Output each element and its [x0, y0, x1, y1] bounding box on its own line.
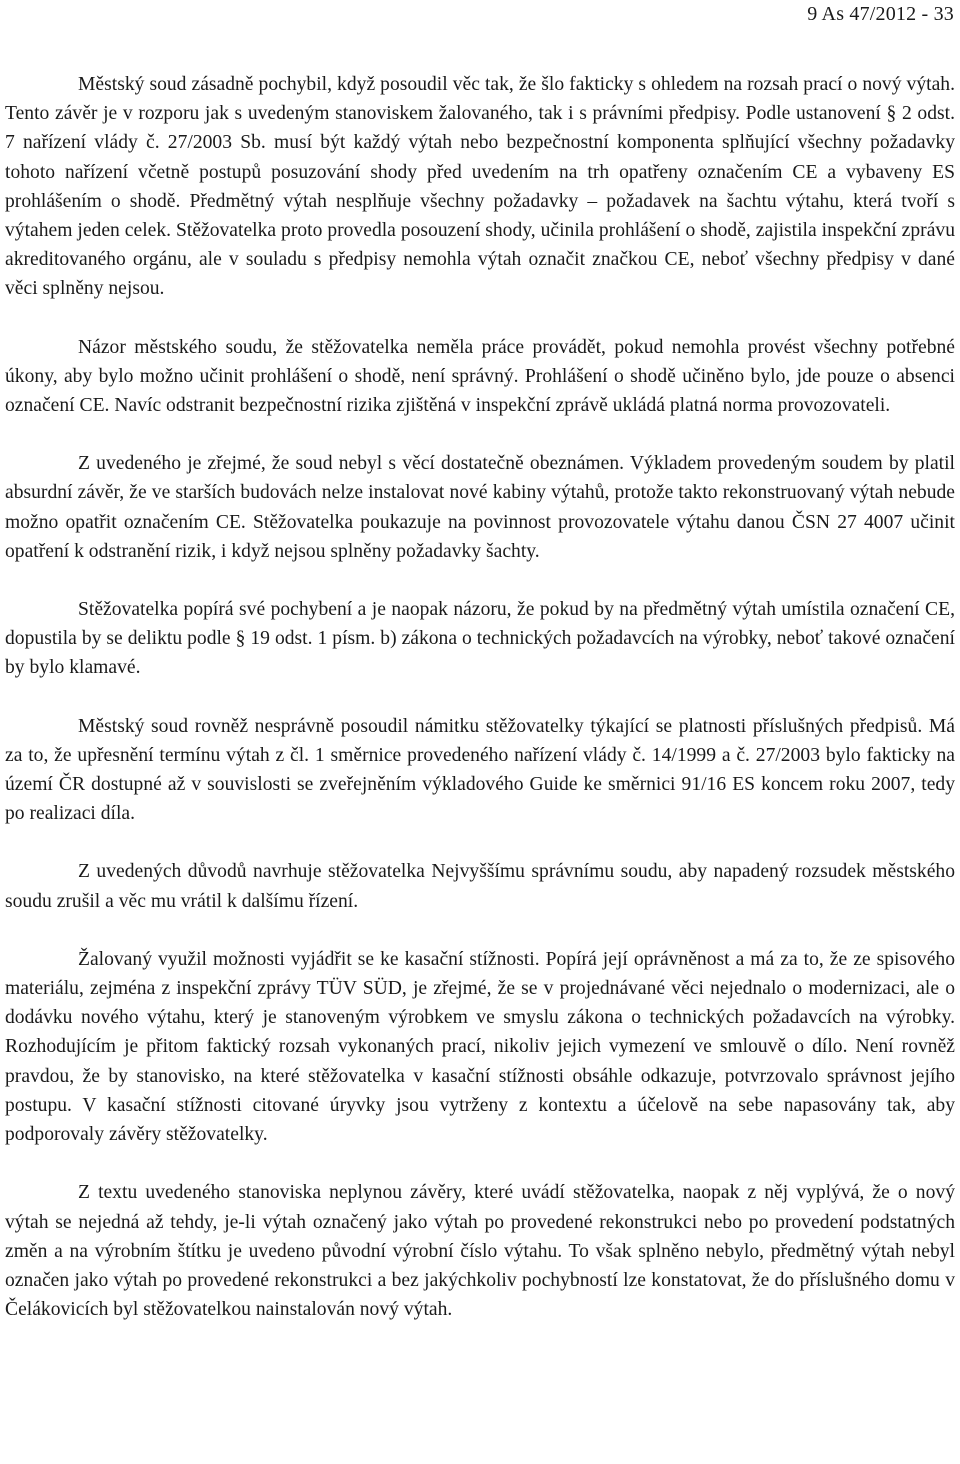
paragraph-4: Stěžovatelka popírá své pochybení a je naopak názoru, že pokud by na předmětný výtah umístila označení CE, dopustila by se deliktu podle § 19 odst. 1 písm. b) zákona o technických požadavcích na výrobky, neboť takové označení by bylo klamavé. — [5, 599, 955, 679]
paragraph-2: Názor městského soudu, že stěžovatelka neměla práce provádět, pokud nemohla provést všechny potřebné úkony, aby bylo možno učinit prohlášení o shodě, není správný. Prohlášení o shodě učiněno bylo, jde pouze o absenci označení CE. Navíc odstranit bezpečnostní rizika zjištěná v inspekční zprávě ukládá platná norma provozovateli. — [5, 336, 955, 417]
paragraph-5: Městský soud rovněž nesprávně posoudil námitku stěžovatelky týkající se platnosti příslušných předpisů. Má za to, že upřesnění termínu výtah z čl. 1 směrnice provedeného nařízení vlády č. 14/1999 a č. 27/2003 bylo fakticky na území ČR dostupné až v souvislosti se zveřejněním výkladového Guide ke směrnici 91/16 ES koncem roku 2007, tedy po realizaci díla. — [5, 715, 955, 825]
paragraph-1: Městský soud zásadně pochybil, když posoudil věc tak, že šlo fakticky s ohledem na rozsah prací o nový výtah. Tento závěr je v rozporu jak s uvedeným stanoviskem žalovaného, tak i s právními předpisy. Podle ustanovení § 2 odst. 7 nařízení vlády č. 27/2003 Sb. musí být každý výtah nebo bezpečnostní komponenta splňující všechny požadavky tohoto nařízení včetně postupů posuzování shody před uvedením na trh opatřeny označením CE a vybaveny ES prohlášením o shodě. Předmětný výtah nesplňuje všechny požadavky – požadavek na šachtu výtahu, která tvoří s výtahem jeden celek. Stěžovatelka proto provedla posouzení shody, učinila prohlášení o shodě, zajistila inspekční zprávu akreditovaného orgánu, ale v souladu s předpisy nemohla výtah označit značkou CE, neboť všechny předpisy v dané věci splněny nejsou. — [5, 74, 955, 300]
paragraph-6: Z uvedených důvodů navrhuje stěžovatelka Nejvyššímu správnímu soudu, aby napadený rozsudek městského soudu zrušil a věc mu vrátil k dalšímu řízení. — [5, 861, 955, 912]
paragraph-3: Z uvedeného je zřejmé, že soud nebyl s věcí dostatečně obeznámen. Výkladem provedeným soudem by platil absurdní závěr, že ve starších budovách nelze instalovat nové kabiny výtahů, protože takto rekonstruovaný výtah nebude možno opatřit označením CE. Stěžovatelka poukazuje na povinnost provozovatele výtahu danou ČSN 27 4007 učinit opatření k odstranění rizik, i když nejsou splněny požadavky šachty. — [5, 453, 955, 562]
paragraph-8: Z textu uvedeného stanoviska neplynou závěry, které uvádí stěžovatelka, naopak z něj vyplývá, že o nový výtah se nejedná až tehdy, je-li výtah označený jako výtah po provedené rekonstrukci nebo po provedení podstatných změn a na výrobním štítku je uvedeno původní výrobní číslo výtahu. To však splněno nebylo, předmětný výtah nebyl označen jako výtah po provedené rekonstrukci a bez jakýchkoliv pochybností lze konstatovat, že do příslušného domu v Čelákovicích byl stěžovatelkou nainstalován nový výtah. — [5, 1182, 955, 1321]
document-body — [5, 70, 955, 1324]
paragraph-7: Žalovaný využil možnosti vyjádřit se ke kasační stížnosti. Popírá její oprávněnost a má za to, že ze spisového materiálu, zejména z inspekční zprávy TÜV SÜD, je zřejmé, že se v projednávané věci nejednalo o modernizaci, ale o dodávku nového výtahu, který je stanoveným výrobkem ve smyslu zákona o technických požadavcích na výrobky. Rozhodujícím je přitom faktický rozsah vykonaných prací, nikoliv jejich vymezení ve smlouvě o dílo. Není rovněž pravdou, že by stanovisko, na které stěžovatelka v kasační stížnosti obsáhle odkazuje, potvrzovalo správnost jejího postupu. V kasační stížnosti citované úryvky jsou vytrženy z kontextu a účelově na sebe napasovány tak, aby podporovaly závěry stěžovatelky. — [5, 948, 955, 1146]
case-number-header: 9 As 47/2012 - 33 — [807, 3, 954, 25]
